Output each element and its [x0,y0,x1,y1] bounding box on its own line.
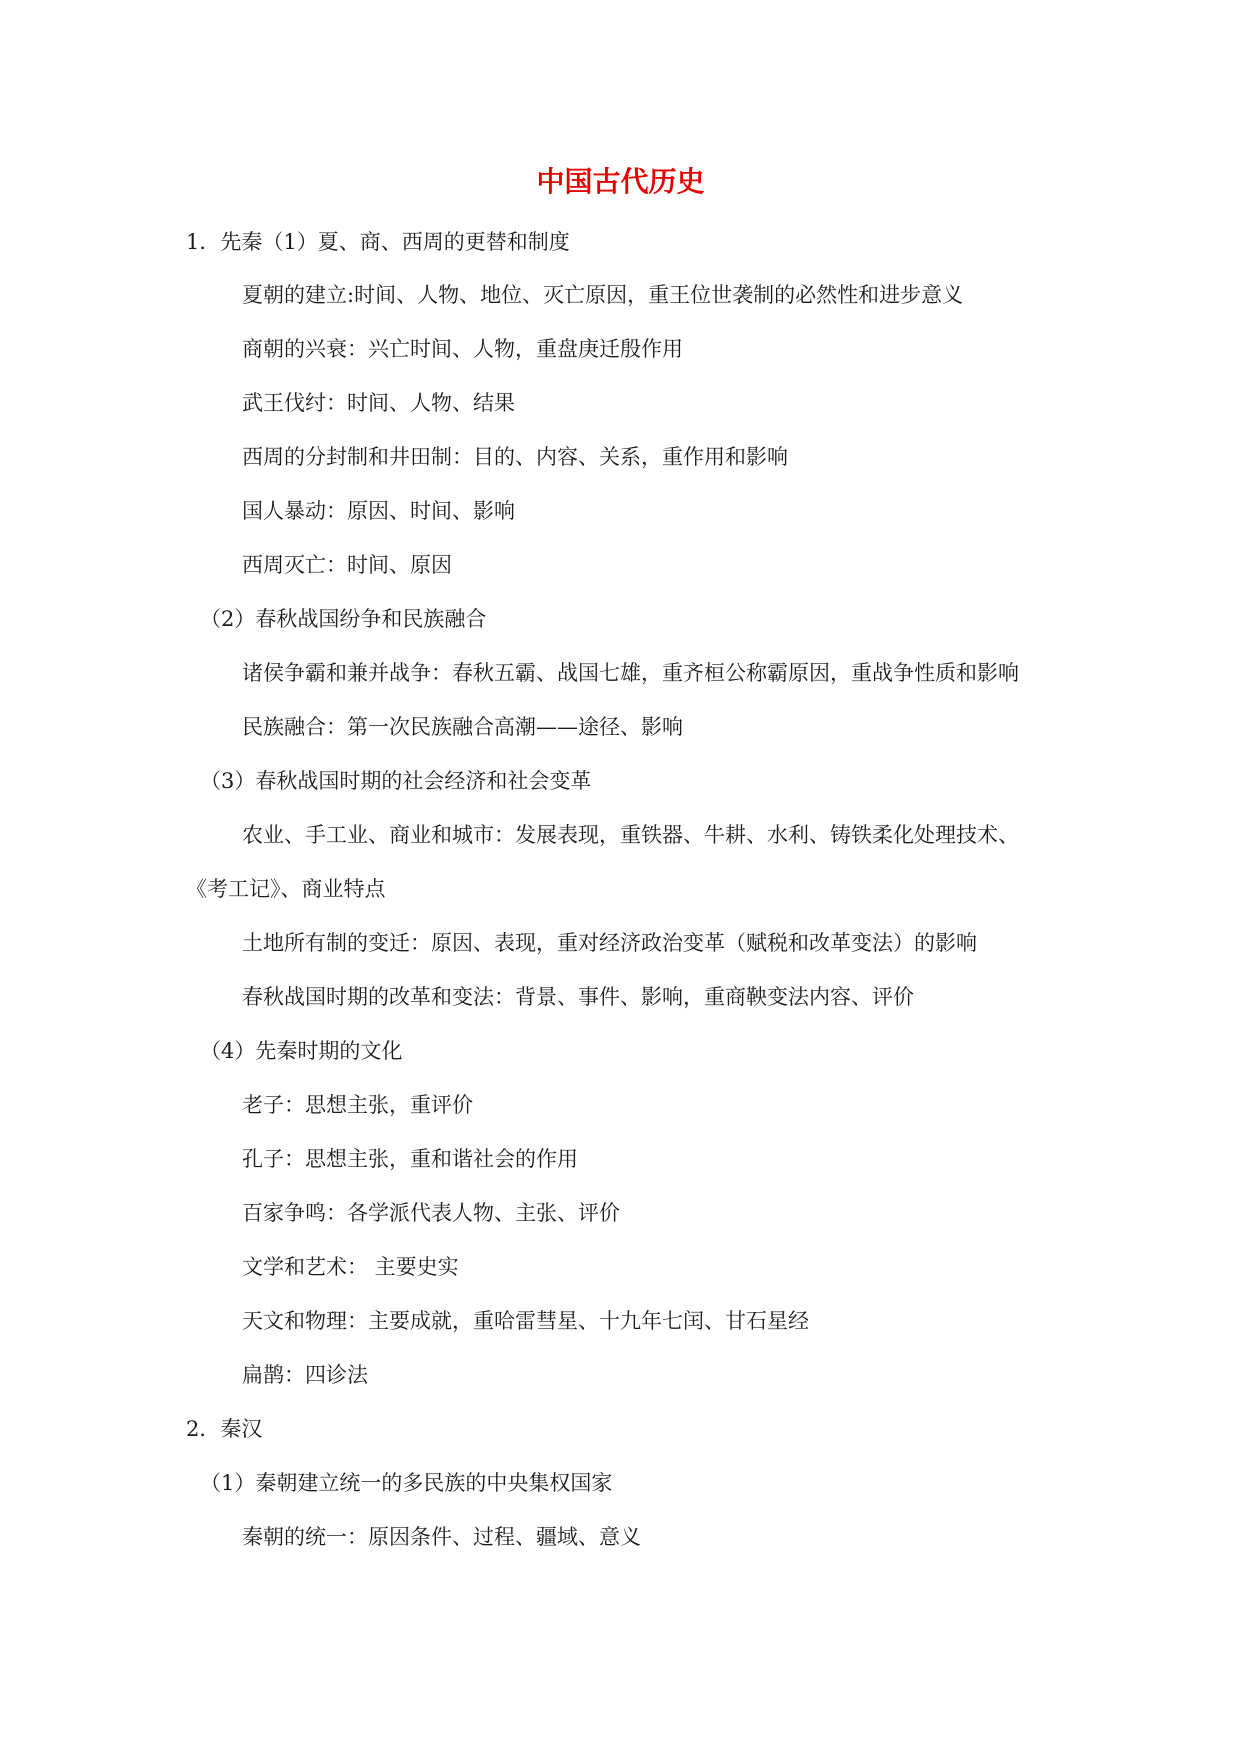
outline-line: 孔子：思想主张，重和谐社会的作用 [242,1147,578,1171]
outline-line: 秦朝的统一：原因条件、过程、疆域、意义 [242,1525,641,1549]
outline-line: 诸侯争霸和兼并战争：春秋五霸、战国七雄，重齐桓公称霸原因，重战争性质和影响 [242,661,1019,685]
outline-line: 夏朝的建立:时间、人物、地位、灭亡原因，重王位世袭制的必然性和进步意义 [242,283,964,307]
outline-line: 武王伐纣：时间、人物、结果 [242,391,515,415]
page-title: 中国古代历史 [536,165,705,198]
outline-line: 土地所有制的变迁：原因、表现，重对经济政治变革（赋税和改革变法）的影响 [242,931,977,955]
outline-line: 国人暴动：原因、时间、影响 [242,499,515,523]
outline-line: 民族融合：第一次民族融合高潮——途径、影响 [242,715,683,739]
outline-line: 农业、手工业、商业和城市：发展表现，重铁器、牛耕、水利、铸铁柔化处理技术、 [242,823,1019,847]
outline-line: 西周灭亡：时间、原因 [242,553,452,577]
outline-line: 天文和物理：主要成就，重哈雷彗星、十九年七闰、甘石星经 [242,1309,809,1333]
outline-line: 商朝的兴衰：兴亡时间、人物，重盘庚迁殷作用 [242,337,683,361]
outline-line: （4）先秦时期的文化 [200,1039,403,1063]
outline-line: 西周的分封制和井田制：目的、内容、关系，重作用和影响 [242,445,788,469]
outline-line: （3）春秋战国时期的社会经济和社会变革 [200,769,592,793]
outline-line: 文学和艺术： 主要史实 [242,1255,459,1279]
outline-line: 老子：思想主张，重评价 [242,1093,473,1117]
outline-line: 春秋战国时期的改革和变法：背景、事件、影响，重商鞅变法内容、评价 [242,985,914,1009]
outline-line: 1．先秦（1）夏、商、西周的更替和制度 [186,230,570,254]
outline-line: 《考工记》、商业特点 [186,877,386,901]
outline-line: （1）秦朝建立统一的多民族的中央集权国家 [200,1471,613,1495]
outline-line: 扁鹊：四诊法 [242,1363,368,1387]
outline-line: 2．秦汉 [186,1417,263,1441]
outline-line: 百家争鸣：各学派代表人物、主张、评价 [242,1201,620,1225]
outline-line: （2）春秋战国纷争和民族融合 [200,607,487,631]
